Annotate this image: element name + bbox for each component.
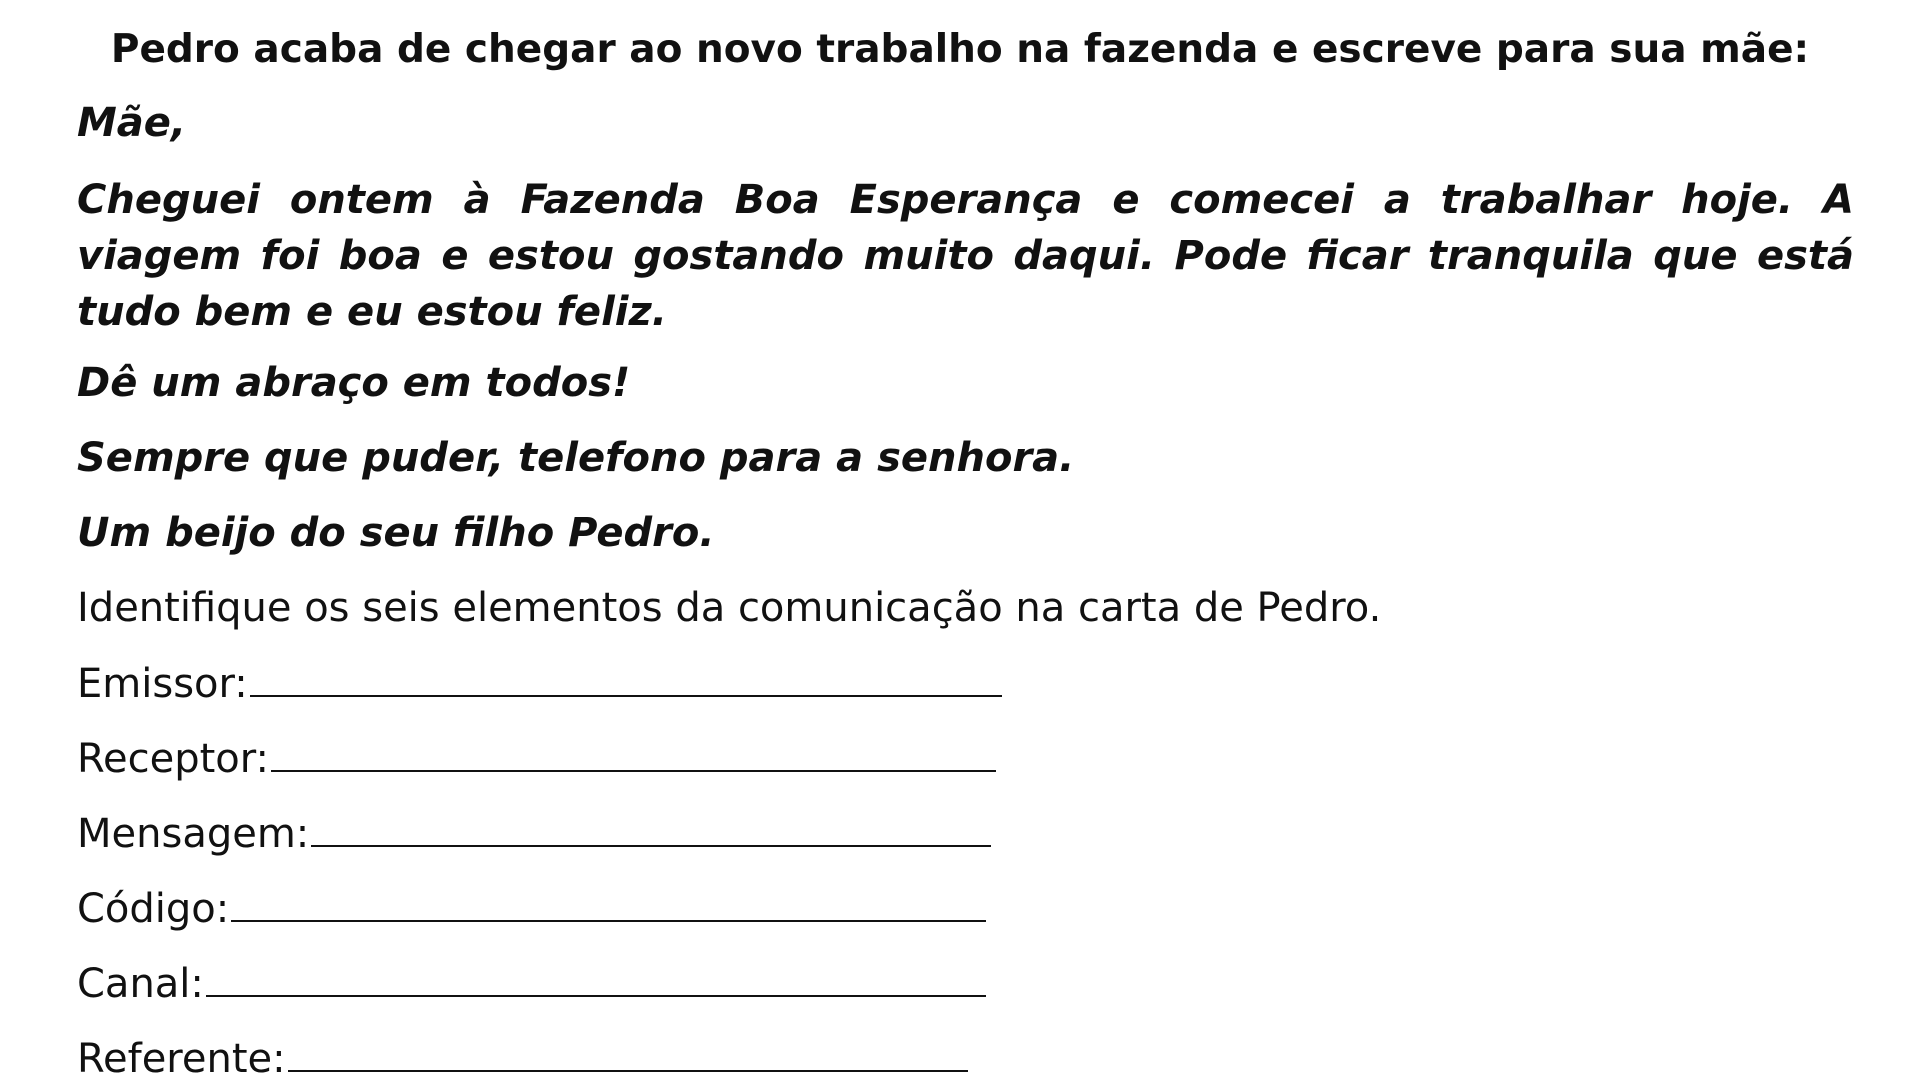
answer-blank-referente[interactable] — [288, 1030, 968, 1072]
field-label: Código: — [77, 886, 230, 932]
answer-blank-codigo[interactable] — [231, 880, 986, 922]
letter-body: Cheguei ontem à Fazenda Boa Esperança e comecei a trabalhar hoje. A viagem foi boa e estou gostando muito daqui. Pode ficar tranquila que está tudo bem e eu estou feliz. — [77, 177, 1854, 335]
field-receptor — [77, 730, 996, 787]
field-label: Canal: — [77, 961, 204, 1007]
answer-blank-emissor[interactable] — [250, 655, 1002, 697]
page-title: Pedro acaba de chegar ao novo trabalho na fazenda e escreve para sua mãe: — [110, 27, 1810, 72]
answer-blank-mensagem[interactable] — [311, 805, 991, 847]
field-label: Receptor: — [77, 736, 269, 782]
letter-closing-phone: Sempre que puder, telefono para a senhora. — [77, 435, 1075, 481]
answer-blank-receptor[interactable] — [271, 730, 996, 772]
letter-closing-hug: Dê um abraço em todos! — [77, 360, 631, 406]
field-label: Referente: — [77, 1036, 286, 1082]
field-codigo — [77, 880, 986, 937]
answer-blank-canal[interactable] — [206, 955, 986, 997]
letter-signature: Um beijo do seu filho Pedro. — [77, 510, 715, 556]
field-label: Emissor: — [77, 661, 248, 707]
field-label: Mensagem: — [77, 811, 310, 857]
field-canal — [77, 955, 986, 1012]
field-mensagem — [77, 805, 991, 862]
field-referente — [77, 1030, 968, 1087]
exercise-instruction: Identifique os seis elementos da comunicação na carta de Pedro. — [77, 585, 1382, 631]
letter-greeting: Mãe, — [77, 100, 187, 146]
field-emissor — [77, 655, 1002, 712]
